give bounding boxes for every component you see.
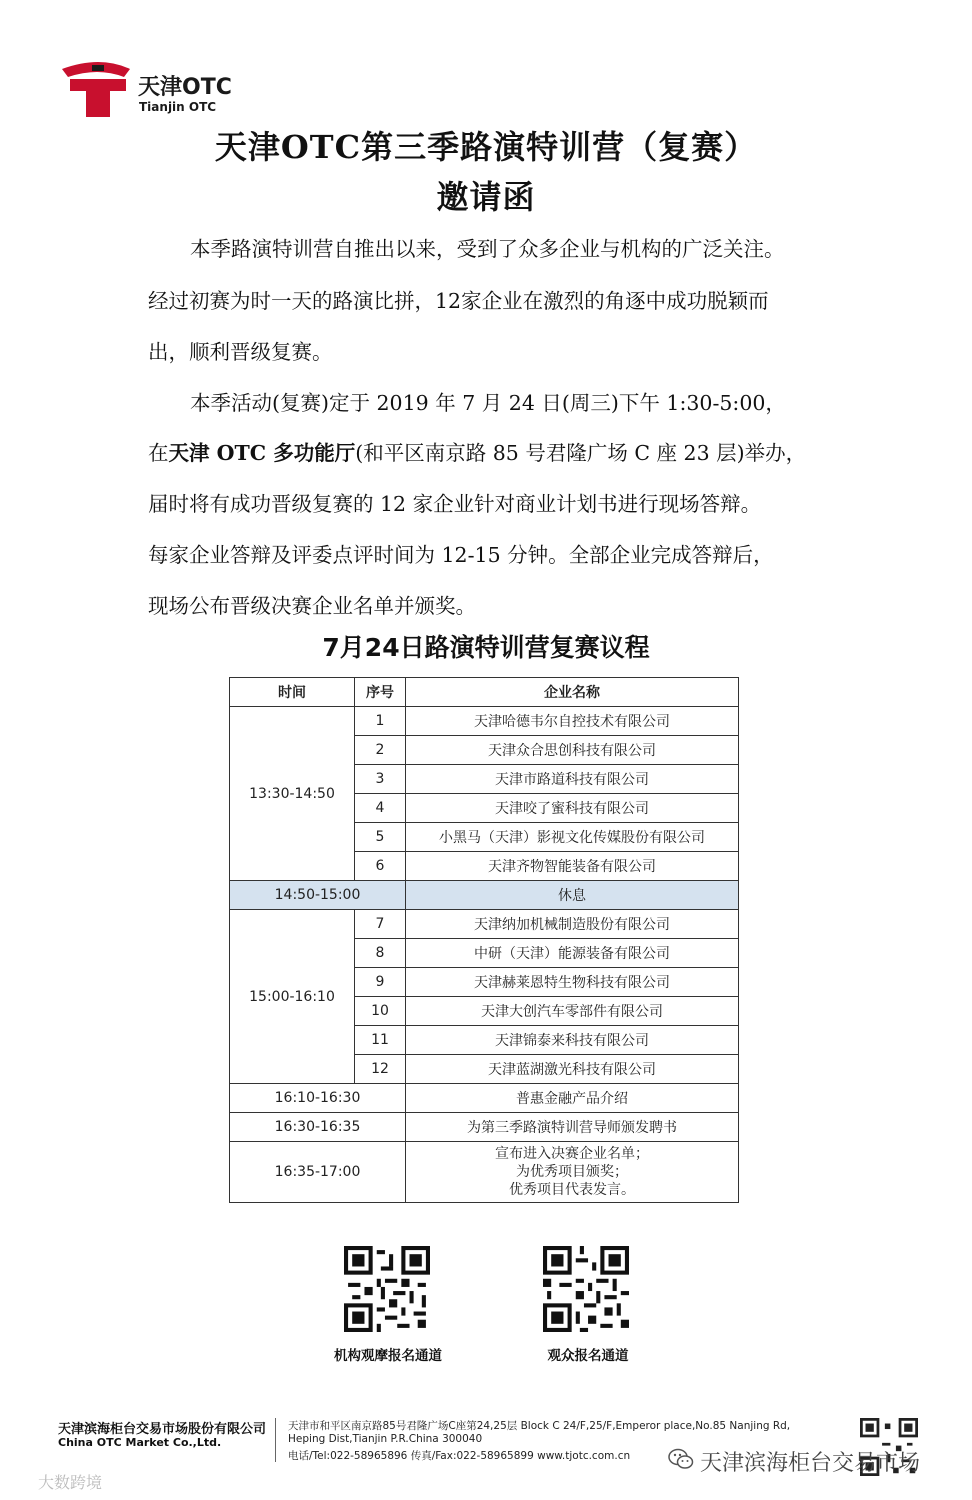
final-label [406,1142,739,1203]
table-row [230,1084,739,1113]
extra-time: 16:10-16:30 [230,1084,406,1113]
row-no: 7 [355,910,406,939]
footer-company-cn: 天津滨海柜台交易市场股份有限公司 [58,1422,267,1437]
header-company: 企业名称 [406,678,739,707]
row-company: 天津众合思创科技有限公司 [406,736,739,765]
row-company: 天津市路道科技有限公司 [406,765,739,794]
final-line2: 为优秀项目颁奖； [516,1164,628,1180]
row-no: 8 [355,939,406,968]
final-line1: 宣布进入决赛企业名单； [495,1146,649,1162]
row-no: 12 [355,1055,406,1084]
row-no: 4 [355,794,406,823]
table-row [230,1113,739,1142]
intro-p2-line1: 本季活动(复赛)定于 2019 年 7 月 24 日(周三)下午 1:30-5:00， [190,391,786,415]
bottom-watermark: 大数跨境 [38,1473,103,1492]
row-company: 天津哈德韦尔自控技术有限公司 [406,707,739,736]
table-row [230,910,739,939]
row-no: 3 [355,765,406,794]
row-no: 2 [355,736,406,765]
row-no: 6 [355,852,406,881]
break-time: 14:50-15:00 [230,881,406,910]
footer-company-en: China OTC Market Co.,Ltd. [58,1436,222,1449]
row-company: 天津齐物智能装备有限公司 [406,852,739,881]
extra-time: 16:30-16:35 [230,1113,406,1142]
row-company: 天津赫莱恩特生物科技有限公司 [406,968,739,997]
block2-time: 15:00-16:10 [230,910,355,1084]
header-time: 时间 [230,678,355,707]
row-company: 小黑马（天津）影视文化传媒股份有限公司 [406,823,739,852]
row-company: 天津蓝湖激光科技有限公司 [406,1055,739,1084]
intro-p1-line1: 本季路演特训营自推出以来，受到了众多企业与机构的广泛关注。 [190,237,785,261]
final-line3: 优秀项目代表发言。 [509,1182,635,1198]
intro-p1-line2: 经过初赛为时一天的路演比拼，12家企业在激烈的角逐中成功脱颖而 [148,289,769,313]
row-company: 天津纳加机械制造股份有限公司 [406,910,739,939]
break-row [230,881,739,910]
row-company: 中研（天津）能源装备有限公司 [406,939,739,968]
qr-label-institution: 机构观摩报名通道 [334,1348,442,1364]
wechat-icon [668,1446,694,1472]
qr-label-audience: 观众报名通道 [547,1348,629,1364]
intro-p2-line2 [148,436,806,466]
qr-code-institution[interactable] [344,1246,430,1332]
row-no: 9 [355,968,406,997]
table-row [230,1142,739,1203]
intro-p2-line2-c: (和平区南京路 85 号君隆广场 C 座 23 层)举办， [355,441,807,465]
footer-divider [275,1418,276,1462]
row-no: 10 [355,997,406,1026]
venue-name: 天津 OTC 多功能厅 [168,441,356,465]
qr-code-audience[interactable] [543,1246,629,1332]
footer-address-line1: 天津市和平区南京路85号君隆广场C座第24,25层 Block C 24/F,25/F,Emperor place,No.85 Nanjing Rd, [288,1420,791,1432]
row-company: 天津咬了蜜科技有限公司 [406,794,739,823]
page-subtitle: 邀请函 [436,178,536,216]
intro-p2-line2-a: 在 [148,441,169,465]
row-company: 天津锦泰来科技有限公司 [406,1026,739,1055]
intro-p2-line3: 届时将有成功晋级复赛的 12 家企业针对商业计划书进行现场答辩。 [148,492,762,516]
logo-cn-text: 天津OTC [138,75,232,100]
agenda-header-row [230,678,739,707]
footer-contact-line: 电话/Tel:022-58965896 传真/Fax:022-58965899 www.tjotc.com.cn [288,1450,631,1462]
footer-address-line2: Heping Dist,Tianjin P.R.China 300040 [288,1433,483,1445]
header-no: 序号 [355,678,406,707]
agenda-title: 7月24日路演特训营复赛议程 [322,633,650,662]
agenda-table [229,677,739,1203]
block1-time: 13:30-14:50 [230,707,355,881]
break-label: 休息 [406,881,739,910]
wechat-watermark: 天津滨海柜台交易市场 [700,1451,921,1476]
extra-label: 为第三季路演特训营导师颁发聘书 [406,1113,739,1142]
page-title: 天津OTC第三季路演特训营（复赛） [214,128,758,166]
row-no: 11 [355,1026,406,1055]
final-time: 16:35-17:00 [230,1142,406,1203]
intro-p2-line5: 现场公布晋级决赛企业名单并颁奖。 [148,594,476,618]
table-row [230,707,739,736]
row-no: 1 [355,707,406,736]
intro-p2-line4: 每家企业答辩及评委点评时间为 12-15 分钟。全部企业完成答辩后， [148,543,774,567]
logo-en-text: Tianjin OTC [139,100,217,114]
row-no: 5 [355,823,406,852]
extra-label: 普惠金融产品介绍 [406,1084,739,1113]
row-company: 天津大创汽车零部件有限公司 [406,997,739,1026]
intro-p1-line3: 出，顺利晋级复赛。 [148,340,333,364]
